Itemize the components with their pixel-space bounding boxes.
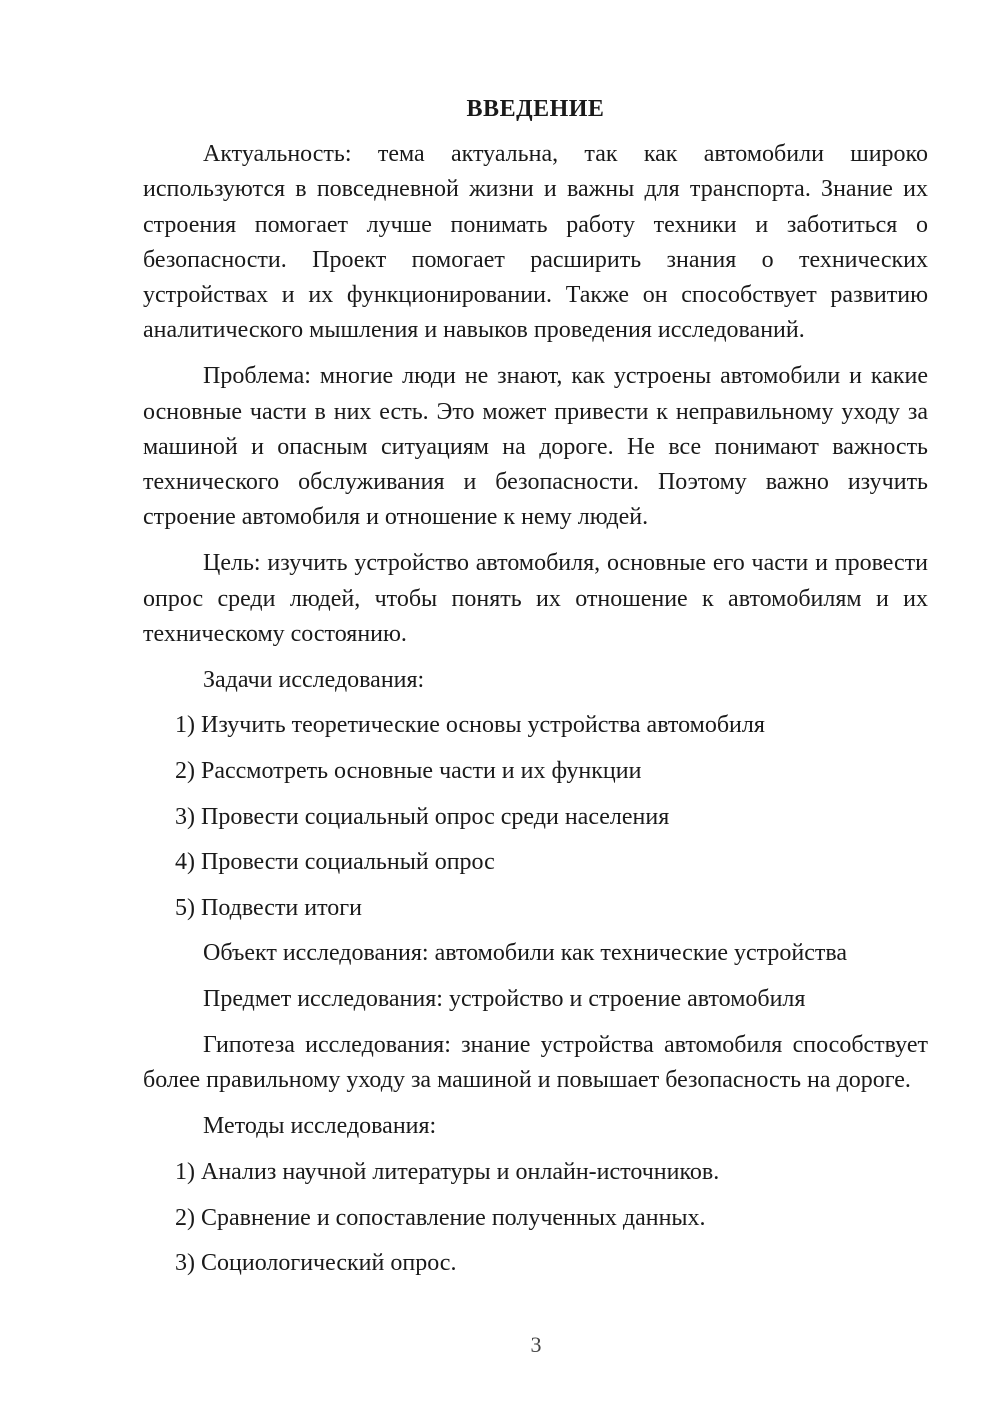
list-item: 1) Анализ научной литературы и онлайн-источников. <box>175 1158 720 1185</box>
list-item: 2) Рассмотреть основные части и их функции <box>175 758 642 785</box>
problem-paragraph: Проблема: многие люди не знают, как устроены автомобили и какие основные части в них есть. Это может привести к неправильному уходу за машиной и опасным ситуациям на дороге. Не все понимают важность технического обслуживания и безопасности. Поэтому важно изучить строение автомобиля и отношение к нему людей. <box>143 363 928 531</box>
list-item: 5) Подвести итоги <box>175 894 362 921</box>
object-paragraph: Объект исследования: автомобили как технические устройства <box>203 940 848 967</box>
list-item: 2) Сравнение и сопоставление полученных данных. <box>175 1204 706 1231</box>
goal-paragraph: Цель: изучить устройство автомобиля, основные его части и провести опрос среди людей, чтобы понять их отношение к автомобилям и их техническому состоянию. <box>143 550 928 647</box>
page-number: 3 <box>530 1332 542 1357</box>
list-item: 3) Провести социальный опрос среди населения <box>175 803 670 830</box>
tasks-label: Задачи исследования: <box>203 666 425 693</box>
tasks-list <box>143 708 928 926</box>
subject-paragraph: Предмет исследования: устройство и строение автомобиля <box>203 986 806 1013</box>
list-item: 1) Изучить теоретические основы устройства автомобиля <box>175 712 765 739</box>
methods-label: Методы исследования: <box>203 1113 437 1140</box>
document-body <box>143 92 928 1292</box>
page-title: ВВЕДЕНИЕ <box>466 96 605 122</box>
list-item: 3) Социологический опрос. <box>175 1250 457 1277</box>
list-item: 4) Провести социальный опрос <box>175 849 495 876</box>
methods-list <box>143 1155 928 1281</box>
hypothesis-paragraph: Гипотеза исследования: знание устройства автомобиля способствует более правильному уходу за машиной и повышает безопасность на дороге. <box>143 1032 928 1094</box>
relevance-paragraph: Актуальность: тема актуальна, так как автомобили широко используются в повседневной жизни и важны для транспорта. Знание их строения помогает лучше понимать работу техники и заботиться о безопасности. Проект помогает расширить знания о технических устройствах и их функционировании. Также он способствует развитию аналитического мышления и навыков проведения исследований. <box>143 141 928 344</box>
